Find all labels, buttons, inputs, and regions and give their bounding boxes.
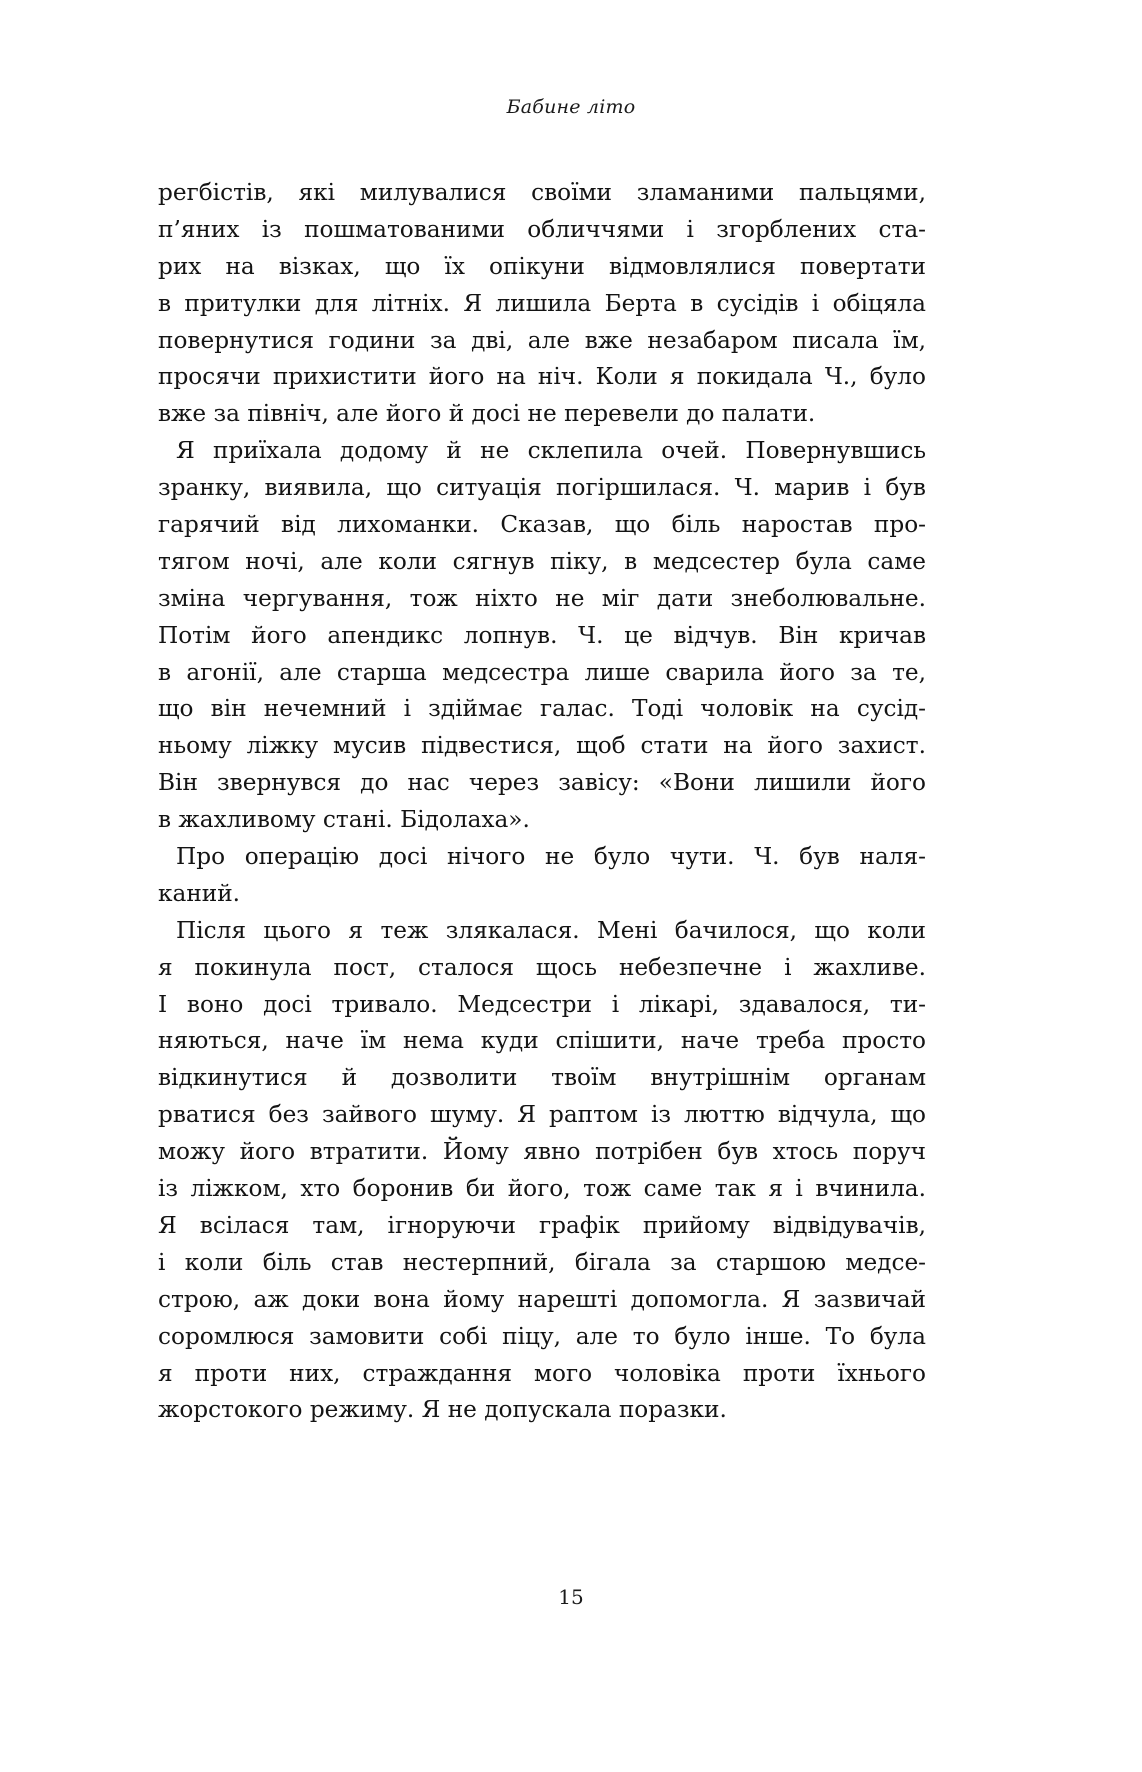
text-line: соромлюся замовити собі піцу, але то було інше. То була: [158, 1322, 926, 1350]
paragraph: [158, 913, 926, 1429]
text-line: я проти них, страждання мого чоловіка проти їхнього: [158, 1359, 926, 1387]
text-line: регбістів, які милувалися своїми зламаними пальцями,: [158, 179, 926, 206]
text-line: п’яних із пошматованими обличчями і згорблених ста-: [158, 215, 926, 243]
text-line: Я всілася там, ігноруючи графік прийому відвідувачів,: [158, 1211, 926, 1239]
text-line: Після цього я теж злякалася. Мені бачилося, що коли: [176, 916, 926, 944]
text-line: рватися без зайвого шуму. Я раптом із люттю відчула, що: [158, 1101, 926, 1129]
text-line: повернутися години за дві, але вже незабаром писала їм,: [158, 326, 926, 354]
page-number: 15: [558, 1585, 584, 1609]
text-line: рих на візках, що їх опікуни відмовлялися повертати: [158, 252, 926, 280]
text-line: я покинула пост, сталося щось небезпечне і жахливе.: [158, 953, 926, 981]
text-line: Про операцію досі нічого не було чути. Ч. був наля-: [176, 843, 926, 871]
text-line: ньому ліжку мусив підвестися, щоб стати на його захист.: [158, 732, 926, 760]
text-line: і коли біль став нестерпний, бігала за старшою медсе-: [158, 1248, 926, 1276]
text-line: можу його втратити. Йому явно потрібен був хтось поруч: [158, 1138, 926, 1166]
text-line: в притулки для літніх. Я лишила Берта в сусідів і обіцяла: [158, 289, 926, 317]
text-line: Потім його апендикс лопнув. Ч. це відчув. Він кричав: [158, 621, 926, 649]
text-line: із ліжком, хто боронив би його, тож саме так я і вчинила.: [158, 1175, 926, 1203]
text-line: відкинутися й дозволити твоїм внутрішнім органам: [158, 1064, 926, 1092]
text-line: няються, наче їм нема куди спішити, наче треба просто: [158, 1027, 926, 1055]
text-line: вже за північ, але його й досі не перевели до палати.: [158, 400, 816, 428]
text-line: зранку, виявила, що ситуація погіршилася. Ч. марив і був: [158, 474, 926, 502]
text-line: Він звернувся до нас через завісу: «Вони лишили його: [158, 769, 926, 797]
paragraph: [158, 175, 926, 433]
paragraph: [158, 839, 926, 913]
text-line: в жахливому стані. Бідолаха».: [158, 806, 530, 834]
text-line: гарячий від лихоманки. Сказав, що біль наростав про-: [158, 511, 926, 539]
text-line: просячи прихистити його на ніч. Коли я покидала Ч., було: [158, 363, 926, 391]
body-text: [158, 175, 926, 1429]
text-line: тягом ночі, але коли сягнув піку, в медсестер була саме: [158, 547, 926, 575]
text-line: що він нечемний і здіймає галас. Тоді чоловік на сусід-: [158, 695, 926, 723]
text-line: каний.: [158, 879, 241, 907]
text-line: Я приїхала додому й не склепила очей. Повернувшись: [176, 437, 926, 465]
paragraph: [158, 433, 926, 839]
text-line: в агонії, але старша медсестра лише сварила його за те,: [158, 658, 926, 686]
text-line: зміна чергування, тож ніхто не міг дати знеболювальне.: [158, 584, 926, 612]
text-line: строю, аж доки вона йому нарешті допомогла. Я зазвичай: [158, 1285, 926, 1313]
text-line: жорстокого режиму. Я не допускала поразки.: [158, 1396, 727, 1424]
running-head: Бабине літо: [506, 96, 636, 118]
text-line: І воно досі тривало. Медсестри і лікарі, здавалося, ти-: [158, 990, 926, 1018]
